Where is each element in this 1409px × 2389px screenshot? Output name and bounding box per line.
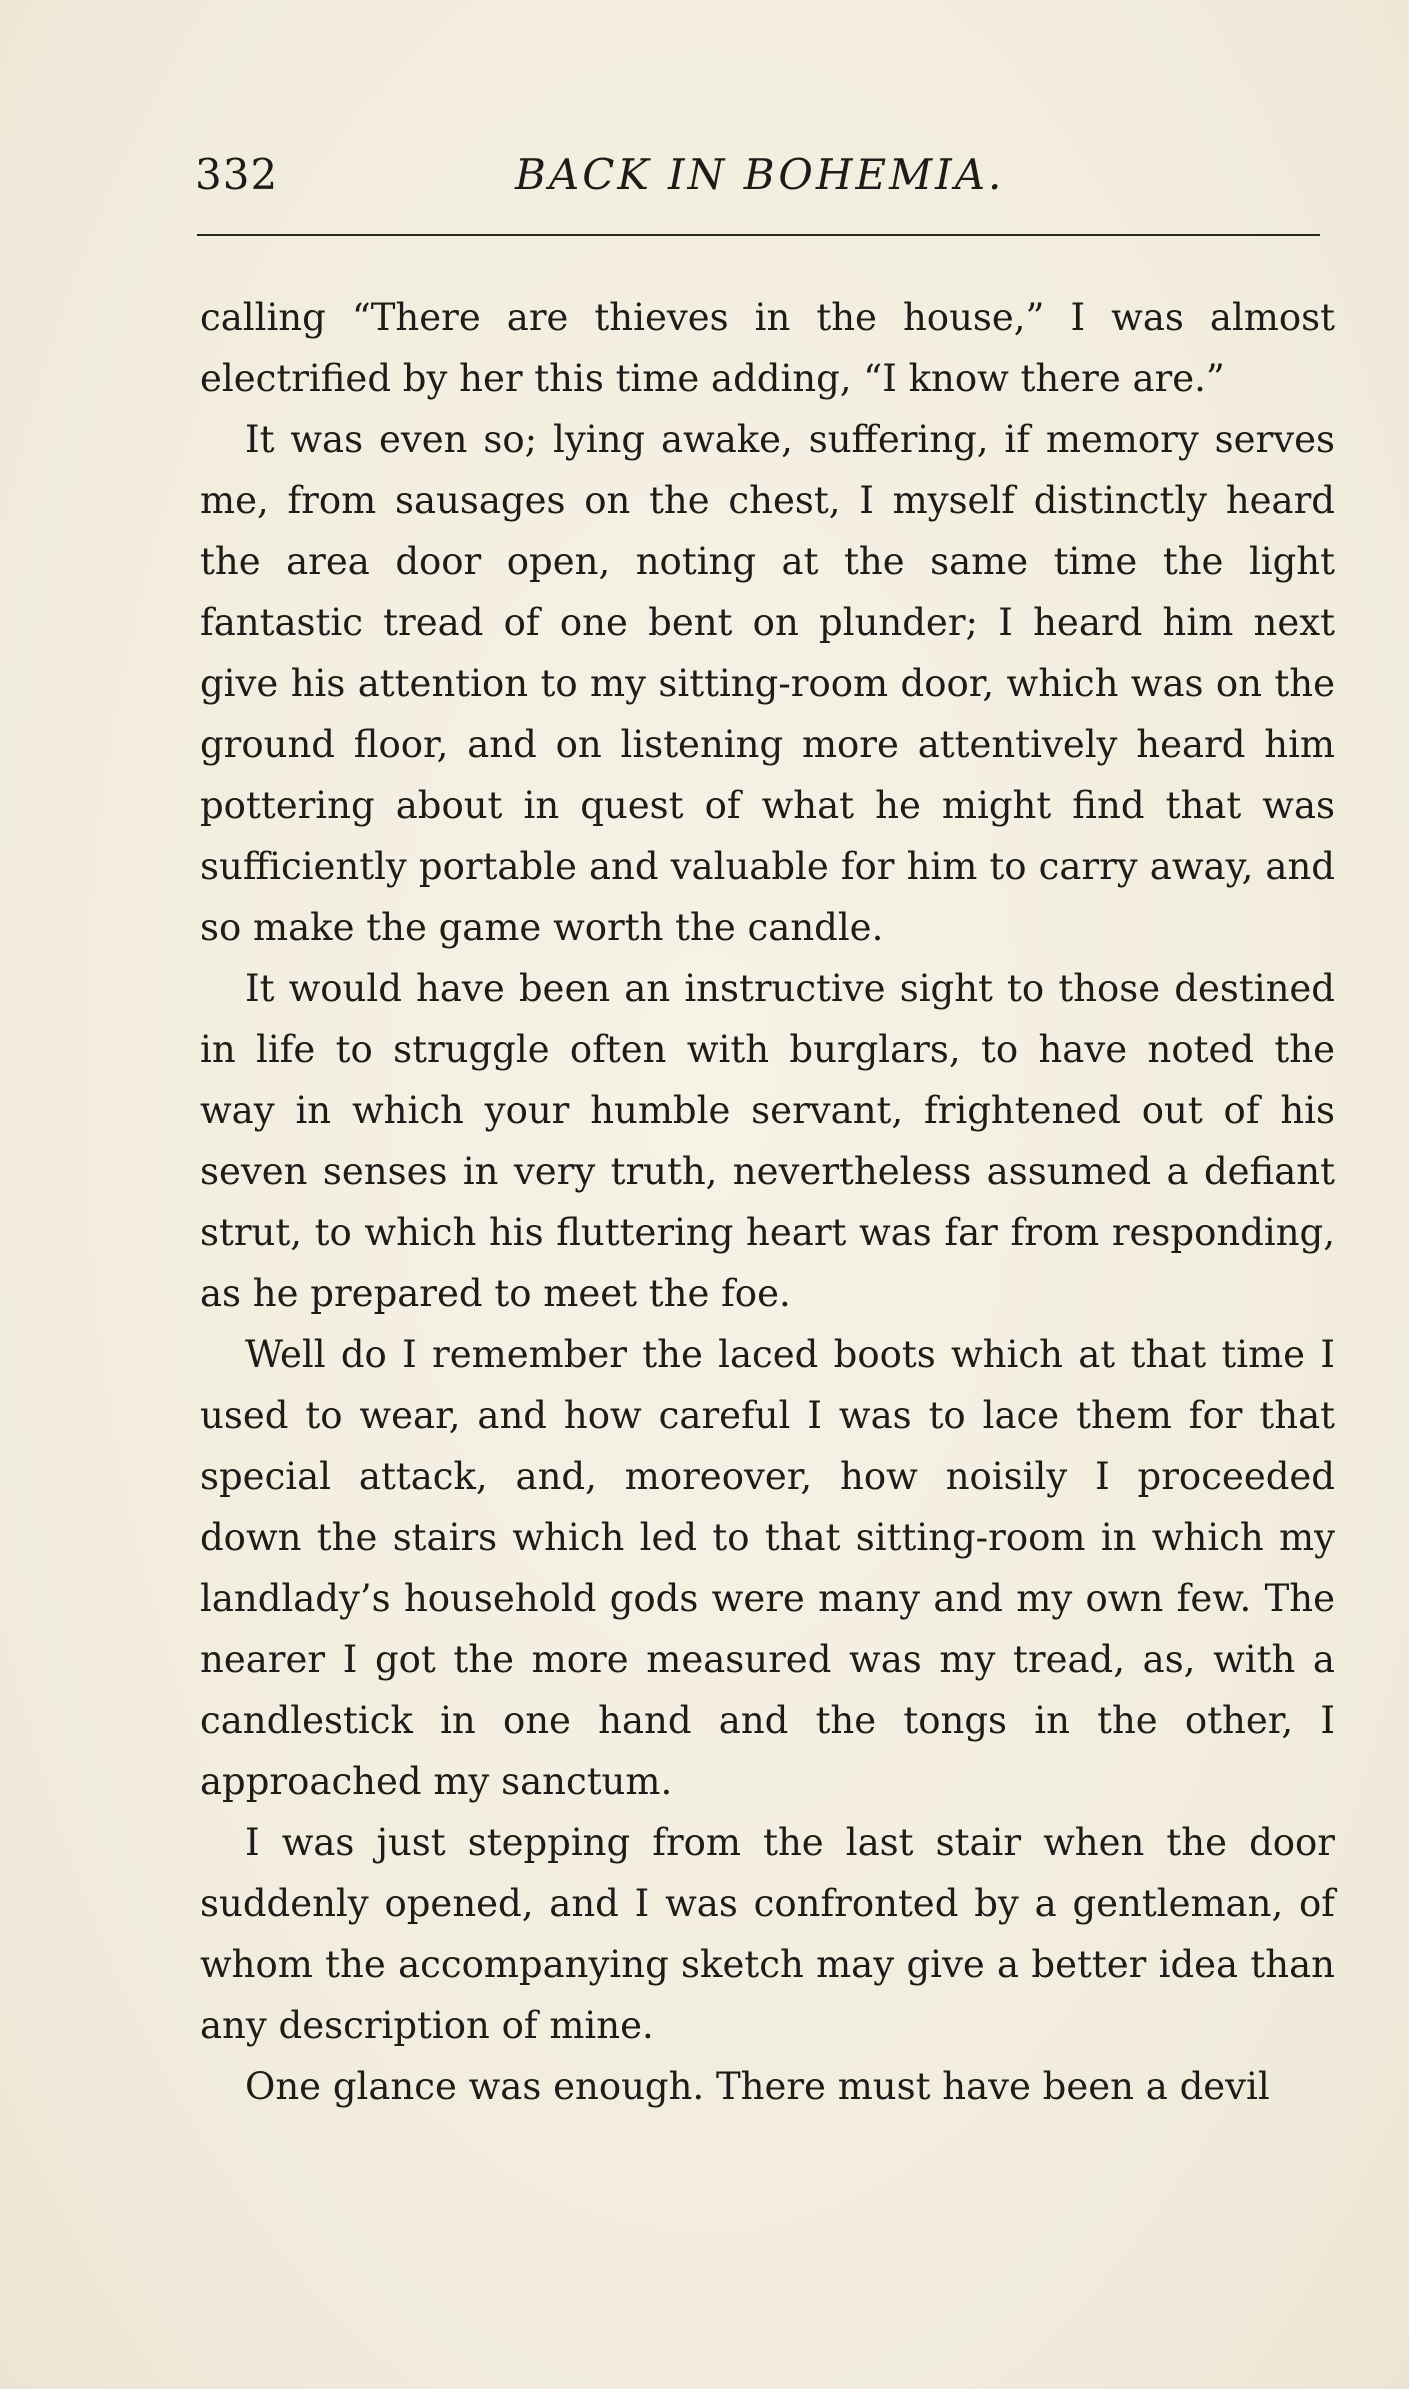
running-title: BACK IN BOHEMIA. — [515, 150, 1005, 199]
paragraph: It would have been an instructive sight to those destined in life to struggle often with burglars, to have noted the way in which your humble servant, frightened out of his seven senses in very truth, nevertheless assumed a defiant strut, to which his fluttering heart was far from responding, as he prepared to meet the foe. — [200, 967, 1335, 1315]
paragraph: Well do I remember the laced boots which at that time I used to wear, and how careful I was to lace them for that special attack, and, moreover, how noisily I proceeded down the stairs which led to that sitting-room in which my landlady’s household gods were many and my own few. The nearer I got the more measured was my tread, as, with a candlestick in one hand and the tongs in the other, I approached my sanctum. — [200, 1333, 1335, 1803]
paragraph: calling “There are thieves in the house,” I was almost electrified by her this time adding, “I know there are.” — [200, 296, 1335, 400]
paragraph: One glance was enough. There must have been a devil — [245, 2065, 1270, 2108]
header-rule — [197, 234, 1320, 236]
paragraph: I was just stepping from the last stair when the door suddenly opened, and I was confronted by a gentleman, of whom the accompanying sketch may give a better idea than any description of mine. — [200, 1821, 1335, 2047]
page-number: 332 — [195, 150, 279, 199]
body-text — [200, 287, 1335, 2117]
page-header — [195, 150, 1320, 210]
paragraph: It was even so; lying awake, suffering, if memory serves me, from sausages on the chest, I myself distinctly heard the area door open, noting at the same time the light fantastic tread of one bent on plunder; I heard him next give his attention to my sitting-room door, which was on the ground floor, and on listening more attentively heard him pottering about in quest of what he might find that was sufficiently portable and valuable for him to carry away, and so make the game worth the candle. — [200, 418, 1335, 949]
